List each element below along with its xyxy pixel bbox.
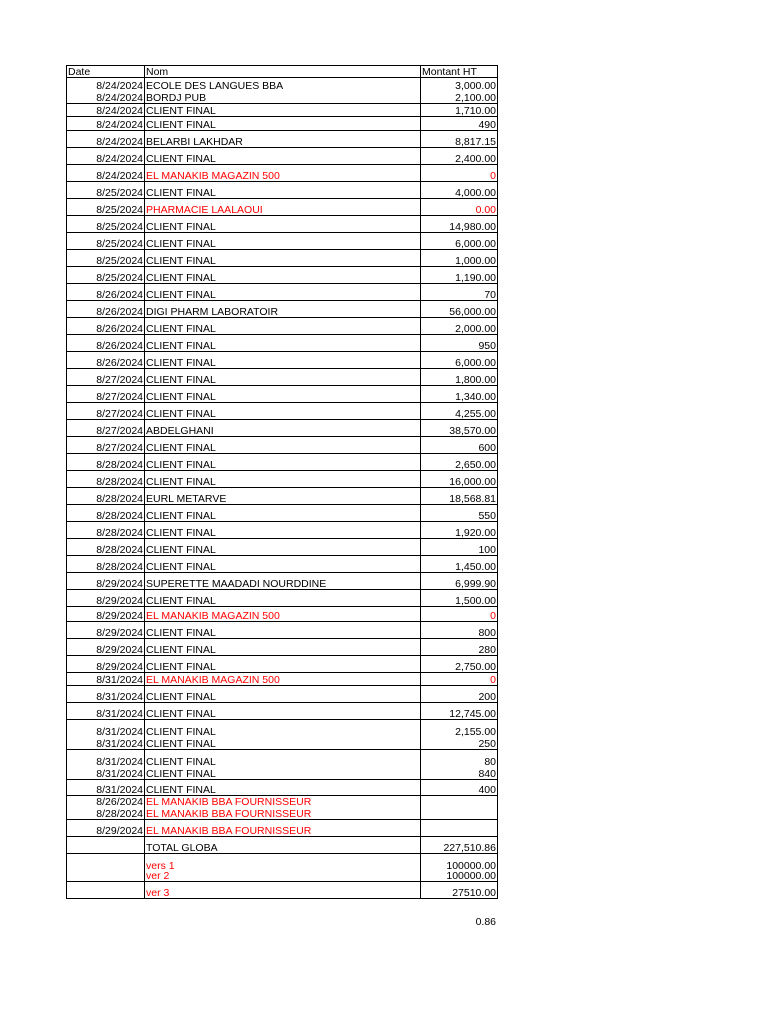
amount-cell[interactable]: 1,340.00 — [421, 386, 498, 403]
amount-cell[interactable]: 1,920.00 — [421, 522, 498, 539]
payment-amount[interactable]: 100000.00 — [421, 871, 498, 882]
name-cell[interactable]: CLIENT FINAL — [145, 622, 421, 639]
spreadsheet — [66, 65, 497, 899]
date-cell[interactable]: 8/25/2024 — [67, 233, 145, 250]
date-cell[interactable]: 8/28/2024 — [67, 807, 145, 820]
date-cell[interactable]: 8/24/2024 — [67, 104, 145, 117]
name-cell[interactable]: CLIENT FINAL — [145, 780, 421, 796]
name-cell[interactable]: EL MANAKIB MAGAZIN 500 — [145, 165, 421, 182]
name-cell[interactable]: CLIENT FINAL — [145, 148, 421, 165]
name-cell[interactable]: CLIENT FINAL — [145, 284, 421, 301]
table-row — [67, 318, 498, 335]
name-cell[interactable]: CLIENT FINAL — [145, 720, 421, 737]
name-cell[interactable]: CLIENT FINAL — [145, 403, 421, 420]
header-montant[interactable]: Montant HT — [421, 66, 498, 78]
name-cell[interactable]: CLIENT FINAL — [145, 522, 421, 539]
date-cell[interactable]: 8/25/2024 — [67, 182, 145, 199]
name-cell[interactable]: CLIENT FINAL — [145, 267, 421, 284]
date-cell[interactable]: 8/27/2024 — [67, 437, 145, 454]
name-cell[interactable]: CLIENT FINAL — [145, 437, 421, 454]
name-cell[interactable]: CLIENT FINAL — [145, 590, 421, 607]
date-cell[interactable]: 8/29/2024 — [67, 622, 145, 639]
amount-cell[interactable]: 14,980.00 — [421, 216, 498, 233]
date-cell[interactable]: 8/25/2024 — [67, 250, 145, 267]
table-row — [67, 420, 498, 437]
date-cell[interactable]: 8/27/2024 — [67, 386, 145, 403]
payment-label[interactable]: ver 3 — [145, 882, 421, 899]
date-cell[interactable]: 8/24/2024 — [67, 117, 145, 131]
amount-cell[interactable]: 70 — [421, 284, 498, 301]
amount-cell[interactable]: 1,000.00 — [421, 250, 498, 267]
table-row — [67, 737, 498, 750]
amount-cell[interactable]: 6,000.00 — [421, 233, 498, 250]
table-row — [67, 622, 498, 639]
name-cell[interactable]: ABDELGHANI — [145, 420, 421, 437]
table-row — [67, 267, 498, 284]
amount-cell[interactable]: 80 — [421, 750, 498, 767]
amount-cell[interactable]: 6,000.00 — [421, 352, 498, 369]
amount-cell[interactable]: 490 — [421, 117, 498, 131]
amount-cell[interactable]: 1,450.00 — [421, 556, 498, 573]
amount-cell[interactable]: 2,100.00 — [421, 91, 498, 104]
name-cell[interactable]: CLIENT FINAL — [145, 233, 421, 250]
name-cell[interactable]: CLIENT FINAL — [145, 767, 421, 780]
amount-cell[interactable]: 4,255.00 — [421, 403, 498, 420]
amount-cell[interactable]: 6,999.90 — [421, 573, 498, 590]
amount-cell[interactable]: 38,570.00 — [421, 420, 498, 437]
amount-cell[interactable] — [421, 796, 498, 807]
name-cell[interactable]: CLIENT FINAL — [145, 686, 421, 703]
amount-cell[interactable]: 12,745.00 — [421, 703, 498, 720]
date-cell[interactable]: 8/29/2024 — [67, 590, 145, 607]
header-date[interactable]: Date — [67, 66, 145, 78]
date-cell[interactable]: 8/29/2024 — [67, 607, 145, 622]
table-row — [67, 165, 498, 182]
date-cell[interactable]: 8/31/2024 — [67, 767, 145, 780]
amount-cell[interactable]: 1,190.00 — [421, 267, 498, 284]
amount-cell[interactable]: 3,000.00 — [421, 78, 498, 91]
payment-date-cell[interactable] — [67, 854, 145, 871]
amount-cell[interactable]: 2,750.00 — [421, 656, 498, 673]
table-row — [67, 91, 498, 104]
date-cell[interactable]: 8/31/2024 — [67, 737, 145, 750]
amount-cell[interactable]: 1,800.00 — [421, 369, 498, 386]
total-amount[interactable]: 227,510.86 — [421, 837, 498, 854]
date-cell[interactable]: 8/28/2024 — [67, 522, 145, 539]
date-cell[interactable]: 8/26/2024 — [67, 335, 145, 352]
amount-cell[interactable]: 2,400.00 — [421, 148, 498, 165]
payment-label[interactable]: ver 2 — [145, 871, 421, 882]
name-cell[interactable]: CLIENT FINAL — [145, 556, 421, 573]
date-cell[interactable]: 8/28/2024 — [67, 454, 145, 471]
date-cell[interactable]: 8/29/2024 — [67, 639, 145, 656]
name-cell[interactable]: CLIENT FINAL — [145, 369, 421, 386]
table-row — [67, 437, 498, 454]
table-row — [67, 403, 498, 420]
date-cell[interactable]: 8/24/2024 — [67, 148, 145, 165]
payment-row — [67, 882, 498, 899]
table-row — [67, 104, 498, 117]
amount-cell[interactable]: 8,817.15 — [421, 131, 498, 148]
date-cell[interactable]: 8/27/2024 — [67, 403, 145, 420]
name-cell[interactable]: CLIENT FINAL — [145, 750, 421, 767]
table-row — [67, 807, 498, 820]
table-row — [67, 488, 498, 505]
table-row — [67, 780, 498, 796]
amount-cell[interactable]: 800 — [421, 622, 498, 639]
date-cell[interactable]: 8/25/2024 — [67, 199, 145, 216]
amount-cell[interactable]: 550 — [421, 505, 498, 522]
name-cell[interactable]: BORDJ PUB — [145, 91, 421, 104]
date-cell[interactable]: 8/29/2024 — [67, 820, 145, 837]
table-row — [67, 182, 498, 199]
name-cell[interactable]: CLIENT FINAL — [145, 250, 421, 267]
sales-table — [66, 65, 498, 899]
date-cell[interactable]: 8/24/2024 — [67, 131, 145, 148]
amount-cell[interactable]: 840 — [421, 767, 498, 780]
date-cell[interactable]: 8/28/2024 — [67, 556, 145, 573]
table-row — [67, 117, 498, 131]
amount-cell[interactable]: 250 — [421, 737, 498, 750]
table-row — [67, 539, 498, 556]
name-cell[interactable]: CLIENT FINAL — [145, 216, 421, 233]
table-row — [67, 284, 498, 301]
payment-label[interactable]: vers 1 — [145, 854, 421, 871]
table-row — [67, 199, 498, 216]
name-cell[interactable]: CLIENT FINAL — [145, 335, 421, 352]
payment-row — [67, 854, 498, 871]
date-cell[interactable]: 8/24/2024 — [67, 165, 145, 182]
amount-cell[interactable]: 1,710.00 — [421, 104, 498, 117]
table-row — [67, 78, 498, 91]
name-cell[interactable]: CLIENT FINAL — [145, 505, 421, 522]
name-cell[interactable]: PHARMACIE LAALAOUI — [145, 199, 421, 216]
date-cell[interactable]: 8/26/2024 — [67, 284, 145, 301]
name-cell[interactable]: EL MANAKIB BBA FOURNISSEUR — [145, 796, 421, 807]
table-row — [67, 686, 498, 703]
table-row — [67, 750, 498, 767]
date-cell[interactable]: 8/25/2024 — [67, 216, 145, 233]
date-cell[interactable]: 8/29/2024 — [67, 573, 145, 590]
amount-cell[interactable]: 2,155.00 — [421, 720, 498, 737]
table-row — [67, 148, 498, 165]
amount-cell[interactable]: 16,000.00 — [421, 471, 498, 488]
table-row — [67, 301, 498, 318]
name-cell[interactable]: CLIENT FINAL — [145, 386, 421, 403]
table-row — [67, 352, 498, 369]
name-cell[interactable]: CLIENT FINAL — [145, 182, 421, 199]
header-row — [67, 66, 498, 78]
name-cell[interactable]: CLIENT FINAL — [145, 737, 421, 750]
date-cell[interactable]: 8/27/2024 — [67, 369, 145, 386]
table-row — [67, 505, 498, 522]
date-cell[interactable]: 8/31/2024 — [67, 750, 145, 767]
table-row — [67, 607, 498, 622]
name-cell[interactable]: CLIENT FINAL — [145, 454, 421, 471]
total-row — [67, 837, 498, 854]
date-cell[interactable]: 8/26/2024 — [67, 301, 145, 318]
summary-body — [67, 837, 498, 899]
payment-row — [67, 871, 498, 882]
amount-cell[interactable]: 0 — [421, 165, 498, 182]
date-cell[interactable]: 8/26/2024 — [67, 318, 145, 335]
amount-cell[interactable] — [421, 807, 498, 820]
date-cell[interactable]: 8/28/2024 — [67, 539, 145, 556]
amount-cell[interactable]: 0 — [421, 607, 498, 622]
name-cell[interactable]: EURL METARVE — [145, 488, 421, 505]
table-row — [67, 233, 498, 250]
name-cell[interactable]: EL MANAKIB BBA FOURNISSEUR — [145, 820, 421, 837]
name-cell[interactable]: CLIENT FINAL — [145, 117, 421, 131]
table-row — [67, 820, 498, 837]
amount-cell[interactable]: 4,000.00 — [421, 182, 498, 199]
name-cell[interactable]: CLIENT FINAL — [145, 703, 421, 720]
date-cell[interactable]: 8/31/2024 — [67, 686, 145, 703]
payment-date-cell[interactable] — [67, 871, 145, 882]
date-cell[interactable]: 8/31/2024 — [67, 720, 145, 737]
date-cell[interactable]: 8/28/2024 — [67, 488, 145, 505]
date-cell[interactable]: 8/29/2024 — [67, 656, 145, 673]
name-cell[interactable]: CLIENT FINAL — [145, 104, 421, 117]
name-cell[interactable]: DIGI PHARM LABORATOIR — [145, 301, 421, 318]
payment-date-cell[interactable] — [67, 882, 145, 899]
date-cell[interactable]: 8/28/2024 — [67, 505, 145, 522]
name-cell[interactable]: ECOLE DES LANGUES BBA — [145, 78, 421, 91]
table-row — [67, 720, 498, 737]
table-row — [67, 250, 498, 267]
amount-cell[interactable]: 0.00 — [421, 199, 498, 216]
table-row — [67, 454, 498, 471]
date-cell[interactable]: 8/27/2024 — [67, 420, 145, 437]
name-cell[interactable]: BELARBI LAKHDAR — [145, 131, 421, 148]
table-row — [67, 556, 498, 573]
amount-cell[interactable]: 2,650.00 — [421, 454, 498, 471]
table-row — [67, 767, 498, 780]
name-cell[interactable]: SUPERETTE MAADADI NOURDDINE — [145, 573, 421, 590]
remainder-value[interactable]: 0.86 — [475, 916, 496, 928]
name-cell[interactable]: CLIENT FINAL — [145, 656, 421, 673]
table-row — [67, 639, 498, 656]
total-label[interactable]: TOTAL GLOBA — [145, 837, 421, 854]
table-row — [67, 216, 498, 233]
date-cell[interactable]: 8/26/2024 — [67, 352, 145, 369]
table-row — [67, 656, 498, 673]
table-row — [67, 386, 498, 403]
total-date-cell[interactable] — [67, 837, 145, 854]
date-cell[interactable]: 8/25/2024 — [67, 267, 145, 284]
table-row — [67, 590, 498, 607]
table-row — [67, 796, 498, 807]
name-cell[interactable]: EL MANAKIB MAGAZIN 500 — [145, 673, 421, 686]
date-cell[interactable]: 8/28/2024 — [67, 471, 145, 488]
amount-cell[interactable]: 18,568.81 — [421, 488, 498, 505]
amount-cell[interactable]: 200 — [421, 686, 498, 703]
amount-cell[interactable]: 400 — [421, 780, 498, 796]
name-cell[interactable]: CLIENT FINAL — [145, 318, 421, 335]
amount-cell[interactable] — [421, 820, 498, 837]
table-row — [67, 573, 498, 590]
date-cell[interactable]: 8/24/2024 — [67, 78, 145, 91]
date-cell[interactable]: 8/31/2024 — [67, 780, 145, 796]
date-cell[interactable]: 8/26/2024 — [67, 796, 145, 807]
table-row — [67, 335, 498, 352]
name-cell[interactable]: CLIENT FINAL — [145, 539, 421, 556]
amount-cell[interactable]: 100 — [421, 539, 498, 556]
date-cell[interactable]: 8/31/2024 — [67, 703, 145, 720]
amount-cell[interactable]: 600 — [421, 437, 498, 454]
table-row — [67, 703, 498, 720]
amount-cell[interactable]: 56,000.00 — [421, 301, 498, 318]
table-row — [67, 369, 498, 386]
date-cell[interactable]: 8/24/2024 — [67, 91, 145, 104]
table-row — [67, 471, 498, 488]
table-row — [67, 673, 498, 686]
table-body — [67, 78, 498, 837]
name-cell[interactable]: CLIENT FINAL — [145, 639, 421, 656]
header-nom[interactable]: Nom — [145, 66, 421, 78]
payment-amount[interactable]: 100000.00 — [421, 854, 498, 871]
name-cell[interactable]: CLIENT FINAL — [145, 352, 421, 369]
table-row — [67, 131, 498, 148]
table-row — [67, 522, 498, 539]
amount-cell[interactable]: 0 — [421, 673, 498, 686]
amount-cell[interactable]: 280 — [421, 639, 498, 656]
name-cell[interactable]: EL MANAKIB MAGAZIN 500 — [145, 607, 421, 622]
amount-cell[interactable]: 2,000.00 — [421, 318, 498, 335]
amount-cell[interactable]: 1,500.00 — [421, 590, 498, 607]
name-cell[interactable]: CLIENT FINAL — [145, 471, 421, 488]
amount-cell[interactable]: 950 — [421, 335, 498, 352]
payment-amount[interactable]: 27510.00 — [421, 882, 498, 899]
name-cell[interactable]: EL MANAKIB BBA FOURNISSEUR — [145, 807, 421, 820]
date-cell[interactable]: 8/31/2024 — [67, 673, 145, 686]
